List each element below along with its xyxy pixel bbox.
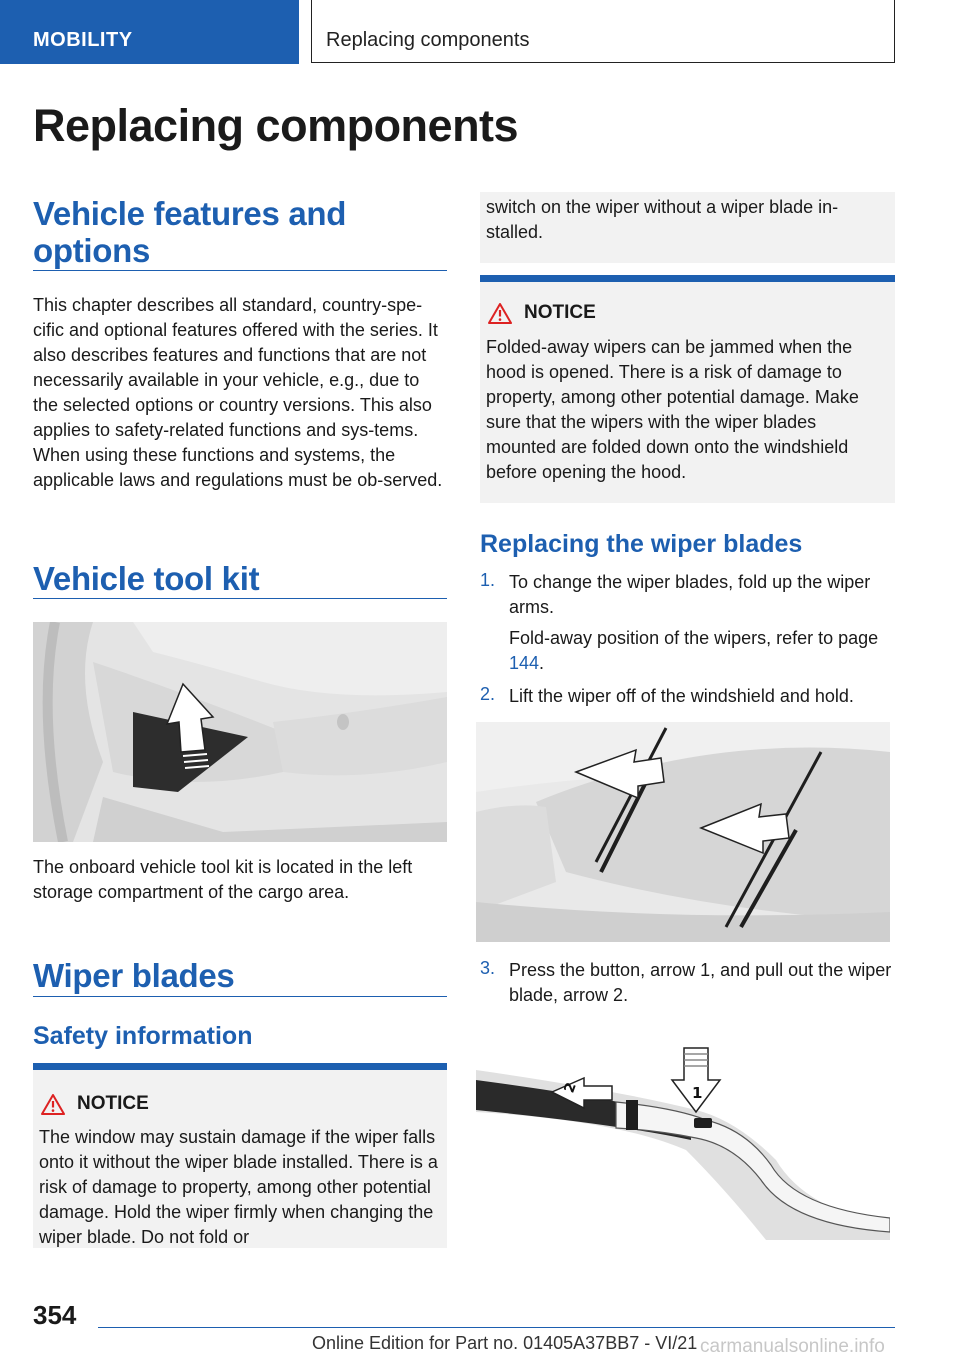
cargo-compartment-illustration <box>33 622 447 842</box>
watermark: carmanualsonline.info <box>700 1336 885 1357</box>
notice-box-1 <box>33 1063 447 1248</box>
notice-box-1-continued <box>480 192 895 263</box>
step-number: 2. <box>480 684 496 704</box>
notice-bar <box>33 1063 447 1070</box>
wiper-heading: Wiper blades <box>33 957 235 994</box>
step-number: 3. <box>480 958 496 978</box>
reference-period: . <box>539 653 545 673</box>
safety-heading: Safety information <box>33 1022 253 1050</box>
notice-header <box>41 1093 149 1115</box>
features-rule <box>33 270 447 271</box>
step-text: Lift the wiper off of the windshield and hold. <box>509 686 854 706</box>
footer-edition: Online Edition for Part no. 01405A37BB7 - VI/21 <box>312 1333 698 1353</box>
toolkit-paragraph: The onboard vehicle tool kit is located in the left storage compartment of the cargo area. <box>33 857 413 902</box>
wiper-blade-illustration <box>476 1040 890 1240</box>
notice-box-2 <box>480 275 895 503</box>
replace-heading: Replacing the wiper blades <box>480 530 803 558</box>
notice-header <box>488 302 596 324</box>
page-number: 354 <box>33 1300 77 1330</box>
warning-triangle-icon <box>41 1093 65 1115</box>
notice-label: NOTICE <box>524 302 596 323</box>
reference-text: Fold-away position of the wipers, refer to page <box>509 628 879 648</box>
header-section-tab <box>0 0 299 64</box>
notice-bar <box>480 275 895 282</box>
step-number: 1. <box>480 570 496 590</box>
windshield-figure <box>476 722 890 942</box>
header-chapter-tab <box>311 0 895 63</box>
features-paragraph: This chapter describes all standard, country-spe-cific and optional features offered with the series. It also describes features and functions that are not necessarily available in your vehicle, e.g., due to the selected options or country versions. This also applies to safety-related functions and sys-tems. When using these functions and systems, the applicable laws and regulations must be ob-served. <box>33 295 443 490</box>
page-title: Replacing components <box>33 100 519 151</box>
arrow-2-label: 2 <box>561 1080 580 1096</box>
toolkit-rule <box>33 598 447 599</box>
windshield-wiper-illustration <box>476 722 890 942</box>
features-heading: Vehicle features and options <box>33 195 347 269</box>
notice-label: NOTICE <box>77 1093 149 1114</box>
arrow-1-label: 1 <box>692 1084 703 1102</box>
step-1-reference <box>509 626 895 676</box>
header-section-label: MOBILITY <box>33 29 133 51</box>
step-text: To change the wiper blades, fold up the wiper arms. <box>509 572 871 617</box>
wiper-rule <box>33 996 447 997</box>
footer-rule <box>98 1327 895 1328</box>
step-text: Press the button, arrow 1, and pull out the wiper blade, arrow 2. <box>509 960 892 1005</box>
notice-text: The window may sustain damage if the wiper falls onto it without the wiper blade installed. There is a risk of damage to property, among other potential damage. Hold the wiper firmly when changing the wiper blade. Do not fold or <box>39 1127 438 1247</box>
warning-triangle-icon <box>488 302 512 324</box>
toolkit-figure <box>33 622 447 842</box>
wiper-blade-figure <box>476 1040 890 1240</box>
notice-continued-text: switch on the wiper without a wiper blade in-stalled. <box>486 197 839 242</box>
notice-text: Folded-away wipers can be jammed when the hood is opened. There is a risk of damage to property, among other potential damage. Make sure that the wipers with the wiper blades mounted are folded down onto the windshield before opening the hood. <box>486 337 859 482</box>
page-link[interactable]: 144 <box>509 653 540 673</box>
toolkit-heading: Vehicle tool kit <box>33 560 260 597</box>
header-chapter-label: Replacing components <box>326 29 530 51</box>
